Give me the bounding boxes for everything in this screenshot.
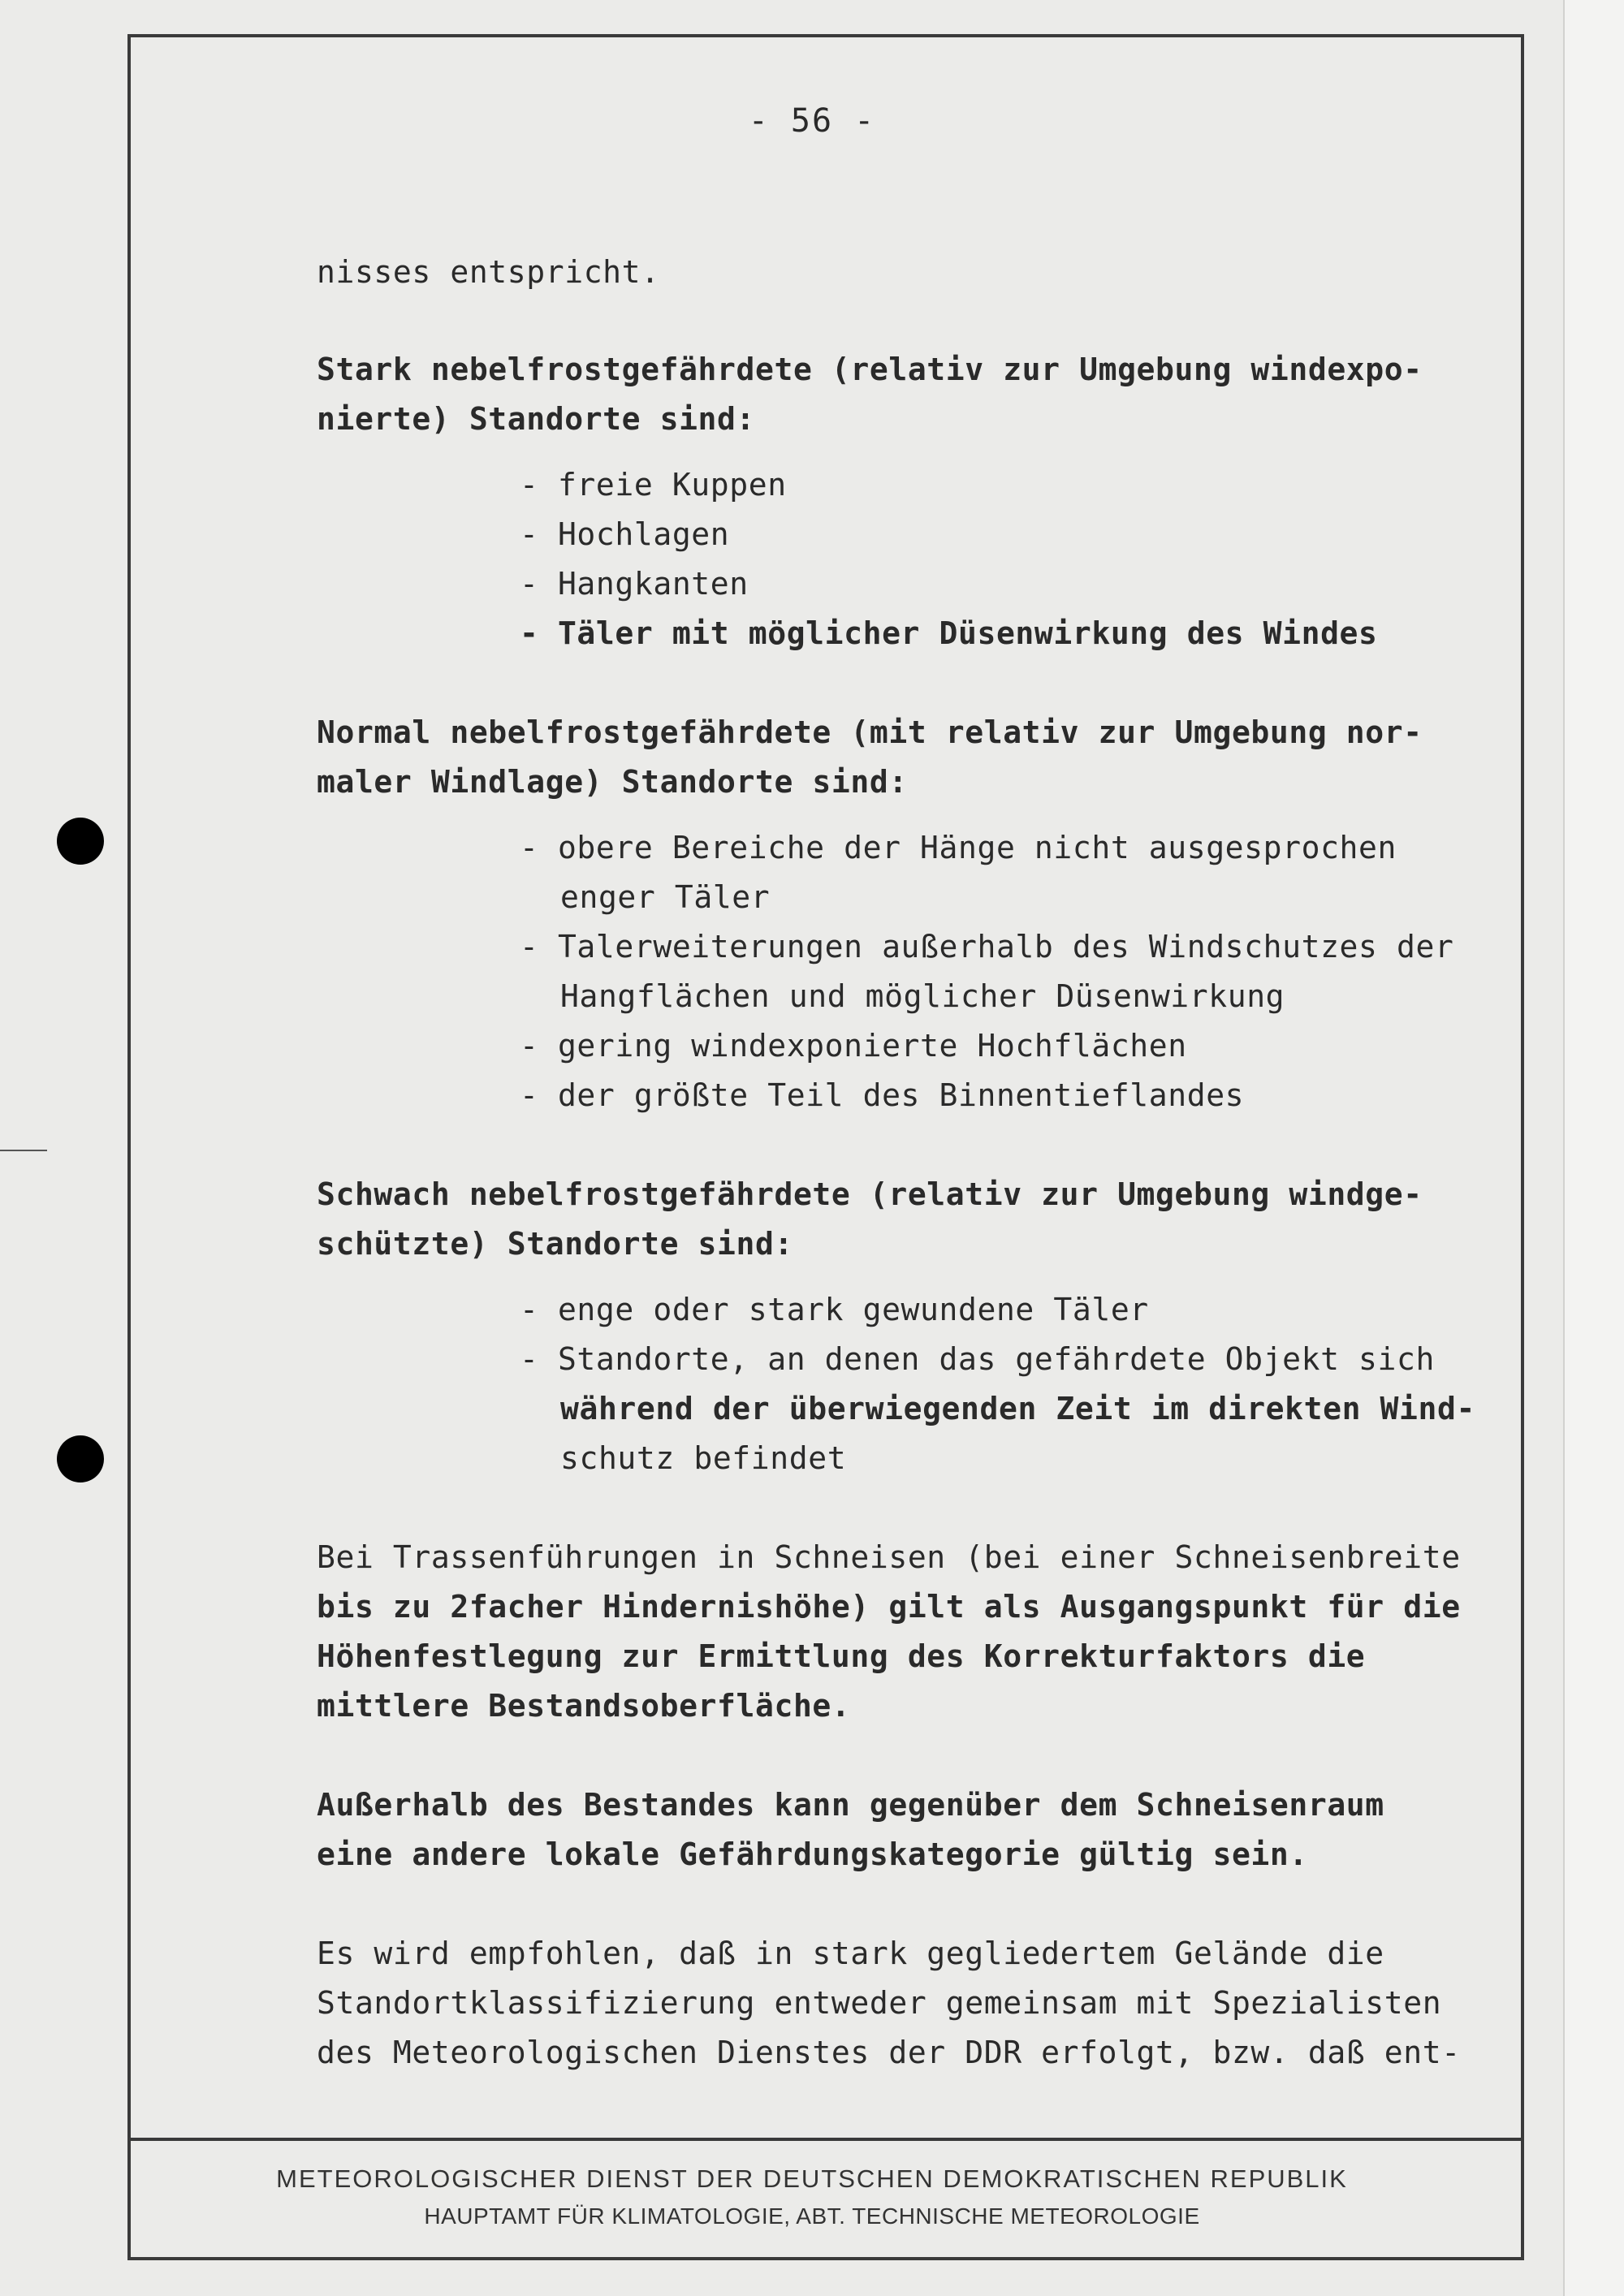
list-item-continuation: Hangflächen und möglicher Düsenwirkung — [560, 978, 1285, 1014]
text-line: Standortklassifizierung entweder gemeinsam mit Spezialisten — [317, 1985, 1442, 2021]
list-item: - Hangkanten — [520, 566, 749, 602]
list-item-continuation: während der überwiegenden Zeit im direkten Wind- — [560, 1391, 1475, 1426]
text-line: mittlere Bestandsoberfläche. — [317, 1688, 851, 1724]
list-item: - freie Kuppen — [520, 467, 787, 503]
text-line: Bei Trassenführungen in Schneisen (bei einer Schneisenbreite — [317, 1539, 1461, 1575]
text-line: Normal nebelfrostgefährdete (mit relativ zur Umgebung nor- — [317, 714, 1423, 750]
list-item-continuation: schutz befindet — [560, 1440, 847, 1476]
footer-institution: METEOROLOGISCHER DIENST DER DEUTSCHEN DEMOKRATISCHEN REPUBLIK — [276, 2164, 1348, 2193]
list-item: - gering windexponierte Hochflächen — [520, 1028, 1187, 1064]
page-number: - 56 - — [748, 102, 876, 140]
list-item: - Talerweiterungen außerhalb des Windschutzes der — [520, 929, 1454, 965]
punch-hole — [57, 818, 104, 865]
list-item: - obere Bereiche der Hänge nicht ausgesprochen — [520, 830, 1397, 865]
page-edge — [1563, 0, 1624, 2296]
text-line: Außerhalb des Bestandes kann gegenüber dem Schneisenraum — [317, 1787, 1384, 1823]
footer-divider — [127, 2138, 1524, 2141]
text-line: schützte) Standorte sind: — [317, 1226, 793, 1262]
margin-mark — [0, 1150, 47, 1151]
list-item: - Hochlagen — [520, 516, 730, 552]
text-line: nisses entspricht. — [317, 254, 660, 290]
text-line: nierte) Standorte sind: — [317, 401, 755, 437]
text-line: bis zu 2facher Hindernishöhe) gilt als Ausgangspunkt für die — [317, 1589, 1461, 1625]
footer-department: HAUPTAMT FÜR KLIMATOLOGIE, ABT. TECHNISCHE METEOROLOGIE — [424, 2203, 1200, 2229]
punch-hole — [57, 1435, 104, 1482]
text-line: Es wird empfohlen, daß in stark gegliedertem Gelände die — [317, 1936, 1384, 1971]
list-item-continuation: enger Täler — [560, 879, 771, 915]
text-line: Höhenfestlegung zur Ermittlung des Korrekturfaktors die — [317, 1638, 1366, 1674]
list-item: - enge oder stark gewundene Täler — [520, 1292, 1149, 1327]
list-item: - Standorte, an denen das gefährdete Objekt sich — [520, 1341, 1435, 1377]
list-item: - der größte Teil des Binnentieflandes — [520, 1077, 1245, 1113]
text-line: Stark nebelfrostgefährdete (relativ zur Umgebung windexpo- — [317, 352, 1423, 387]
text-line: eine andere lokale Gefährdungskategorie gültig sein. — [317, 1836, 1308, 1872]
text-line: Schwach nebelfrostgefährdete (relativ zur Umgebung windge- — [317, 1176, 1423, 1212]
text-line: des Meteorologischen Dienstes der DDR erfolgt, bzw. daß ent- — [317, 2035, 1461, 2070]
list-item: - Täler mit möglicher Düsenwirkung des Windes — [520, 615, 1378, 651]
text-line: maler Windlage) Standorte sind: — [317, 764, 908, 800]
